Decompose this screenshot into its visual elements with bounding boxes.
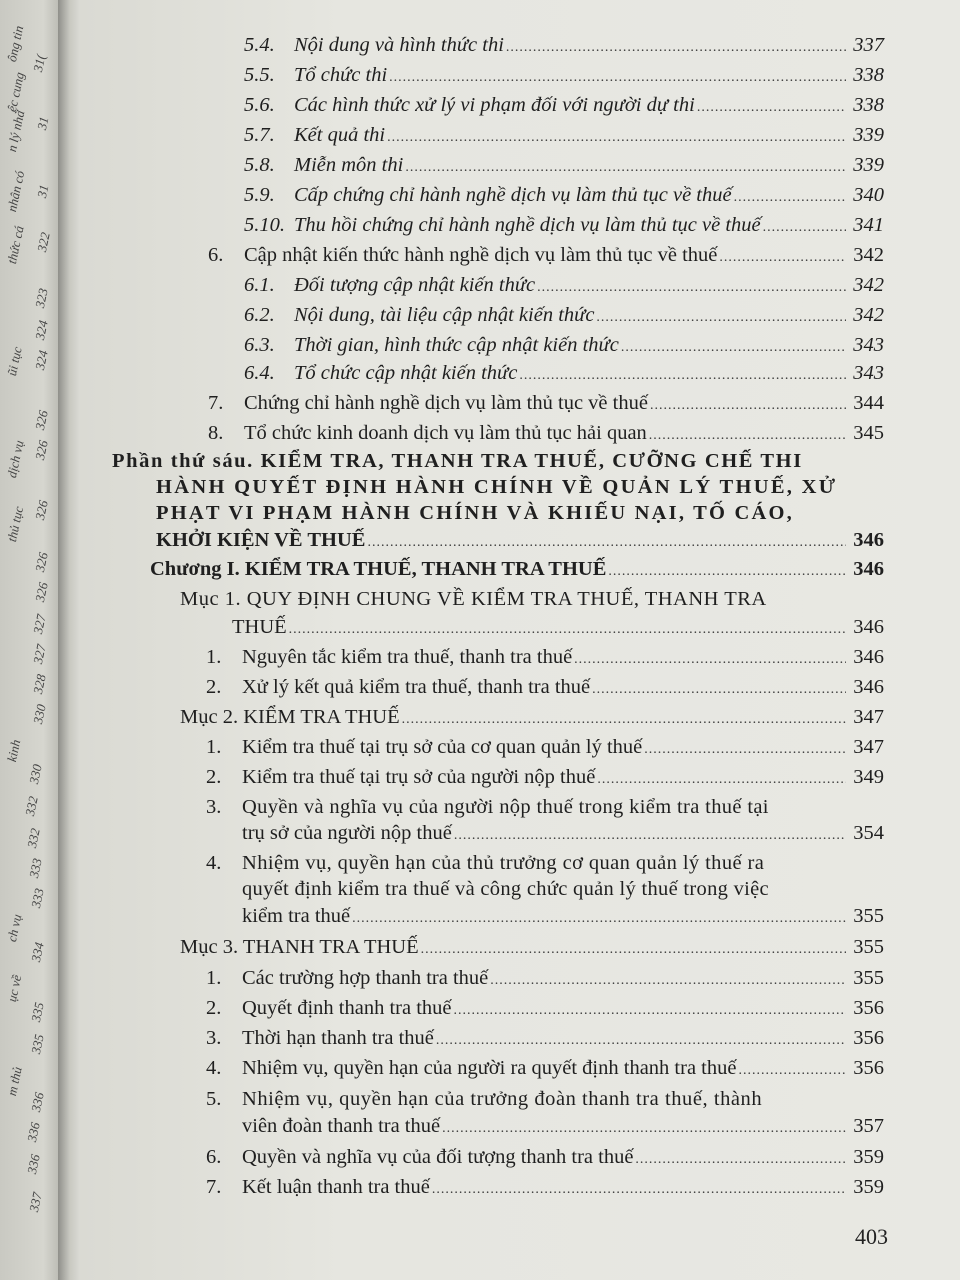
dot-leader [421, 937, 846, 963]
margin-fragment: nhân có [4, 169, 28, 214]
entry-title: kiểm tra thuế [242, 905, 351, 927]
dot-leader [574, 647, 846, 673]
toc-entry [208, 390, 884, 419]
entry-title: Chứng chỉ hành nghề dịch vụ làm thủ tục về thuế [244, 392, 648, 414]
entry-page-number: 338 [853, 64, 884, 86]
entry-page-number: 342 [853, 304, 884, 326]
dot-leader [650, 393, 846, 419]
entry-page-number: 345 [853, 422, 884, 444]
entry-page-number: 356 [853, 1027, 884, 1049]
dot-leader [644, 737, 846, 763]
toc-entry [242, 820, 884, 849]
entry-title: Mục 2. KIỂM TRA THUẾ [180, 706, 400, 728]
toc-entry [206, 1055, 884, 1084]
margin-fragment: ệc cung [4, 70, 28, 114]
dot-leader [389, 65, 846, 91]
dot-leader [432, 1177, 846, 1203]
section-heading-line: Mục 1. QUY ĐỊNH CHUNG VỀ KIỂM TRA THUẾ, THANH TRA [180, 588, 767, 610]
toc-entry [242, 903, 884, 932]
entry-title: THUẾ [232, 616, 287, 638]
dot-leader [436, 1028, 846, 1054]
entry-title: Cấp chứng chỉ hành nghề dịch vụ làm thủ tục về thuế [294, 184, 732, 206]
entry-page-number: 359 [853, 1176, 884, 1198]
entry-title: Chương I. KIỂM TRA THUẾ, THANH TRA THUẾ [150, 558, 607, 580]
dot-leader [763, 215, 846, 241]
dot-leader [367, 530, 846, 556]
entry-title-line: Nhiệm vụ, quyền hạn của thủ trưởng cơ quan quản lý thuế ra [242, 852, 765, 874]
toc-entry [242, 1113, 884, 1142]
entry-number: 5.7. [244, 124, 275, 146]
toc-entry [206, 1174, 884, 1203]
entry-title: Kiểm tra thuế tại trụ sở của người nộp thuế [242, 766, 596, 788]
entry-page-number: 344 [853, 392, 884, 414]
entry-title: Tổ chức thi [294, 64, 388, 86]
dot-leader [442, 1116, 846, 1142]
entry-page-number: 354 [853, 822, 884, 844]
dot-leader [738, 1058, 846, 1084]
entry-title: Thu hồi chứng chỉ hành nghề dịch vụ làm thủ tục về thuế [294, 214, 761, 236]
margin-fragment: ch vụ [4, 912, 25, 944]
toc-entry [180, 704, 884, 733]
entry-number: 4. [206, 1057, 222, 1079]
dot-leader [608, 559, 846, 585]
entry-page-number: 355 [853, 967, 884, 989]
entry-page-number: 346 [853, 676, 884, 698]
dot-leader [387, 125, 846, 151]
entry-number: 5.8. [244, 154, 275, 176]
margin-number: 31 [34, 115, 52, 132]
toc-entry [206, 995, 884, 1024]
entry-page-number: 342 [853, 244, 884, 266]
toc-entry [206, 1144, 884, 1173]
margin-number: 31( [30, 53, 49, 74]
entry-title: Kiểm tra thuế tại trụ sở của cơ quan quản lý thuế [242, 736, 643, 758]
toc-entry [180, 934, 884, 963]
margin-number: 333 [26, 856, 45, 880]
margin-number: 326 [32, 498, 51, 522]
margin-number: 333 [28, 886, 47, 910]
dot-leader [621, 335, 846, 361]
toc-entry [244, 152, 884, 181]
page-number: 403 [855, 1224, 888, 1249]
toc-entry [232, 614, 884, 643]
toc-entry [244, 182, 884, 211]
entry-number: 2. [206, 766, 222, 788]
margin-number: 336 [28, 1090, 47, 1114]
dot-leader [454, 823, 846, 849]
margin-number: 330 [26, 762, 45, 786]
toc-entry [244, 32, 884, 61]
entry-number: 2. [206, 997, 222, 1019]
margin-fragment: m thủ [4, 1065, 25, 1098]
margin-fragment: thủ tục [4, 505, 27, 544]
entry-page-number: 355 [853, 936, 884, 958]
toc-entry [244, 122, 884, 151]
entry-title: Nội dung và hình thức thi [294, 34, 504, 56]
dot-leader [454, 998, 846, 1024]
entry-title: Nguyên tắc kiểm tra thuế, thanh tra thuế [242, 646, 573, 668]
entry-page-number: 347 [853, 706, 884, 728]
dot-leader [490, 968, 846, 994]
entry-title: Kết luận thanh tra thuế [242, 1176, 430, 1198]
margin-number: 324 [32, 318, 51, 342]
entry-number: 2. [206, 676, 222, 698]
margin-number: 336 [24, 1152, 43, 1176]
entry-title-line: Nhiệm vụ, quyền hạn của trưởng đoàn thanh tra thuế, thành [242, 1088, 763, 1110]
entry-page-number: 346 [853, 616, 884, 638]
entry-title: Quyền và nghĩa vụ của đối tượng thanh tra thuế [242, 1146, 634, 1168]
toc-entry [244, 272, 884, 301]
entry-number: 6.2. [244, 304, 275, 326]
margin-fragment: dịch vụ [4, 438, 27, 480]
entry-title: Nội dung, tài liệu cập nhật kiến thức [294, 304, 595, 326]
margin-fragment: n lý nhà [4, 109, 28, 154]
margin-fragment: thức cá [4, 224, 27, 266]
margin-fragment: ũi tục [4, 345, 25, 378]
entry-number: 6. [206, 1146, 222, 1168]
margin-number: 335 [28, 1000, 47, 1024]
dot-leader [596, 305, 846, 331]
entry-title: Đối tượng cập nhật kiến thức [294, 274, 536, 296]
entry-number: 6.3. [244, 334, 275, 356]
margin-number: 326 [32, 438, 51, 462]
entry-page-number: 343 [853, 362, 884, 384]
dot-leader [537, 275, 846, 301]
dot-leader [719, 245, 846, 271]
entry-number: 4. [206, 852, 222, 874]
dot-leader [635, 1147, 846, 1173]
entry-number: 5.10. [244, 214, 285, 236]
margin-number: 327 [30, 642, 49, 666]
entry-page-number: 356 [853, 1057, 884, 1079]
entry-title: Quyết định thanh tra thuế [242, 997, 452, 1019]
dot-leader [649, 423, 846, 449]
entry-number: 3. [206, 1027, 222, 1049]
dot-leader [289, 617, 846, 643]
toc-entry [244, 360, 884, 389]
toc-entry [244, 62, 884, 91]
dot-leader [506, 35, 846, 61]
entry-number: 8. [208, 422, 224, 444]
toc-entry [206, 764, 884, 793]
entry-number: 5. [206, 1088, 222, 1110]
entry-number: 3. [206, 796, 222, 818]
table-of-contents [80, 0, 960, 1280]
margin-number: 324 [32, 348, 51, 372]
entry-page-number: 355 [853, 905, 884, 927]
entry-page-number: 346 [853, 529, 884, 551]
entry-title: Cập nhật kiến thức hành nghề dịch vụ làm thủ tục về thuế [244, 244, 718, 266]
margin-number: 31 [34, 183, 52, 200]
entry-number: 7. [206, 1176, 222, 1198]
entry-number: 6. [208, 244, 224, 266]
entry-number: 6.4. [244, 362, 275, 384]
dot-leader [519, 363, 846, 389]
entry-title: Nhiệm vụ, quyền hạn của người ra quyết định thanh tra thuế [242, 1057, 737, 1079]
book-page [80, 0, 960, 1280]
margin-number: 335 [28, 1032, 47, 1056]
entry-title: Mục 3. THANH TRA THUẾ [180, 936, 419, 958]
entry-page-number: 343 [853, 334, 884, 356]
part-heading-line: PHẠT VI PHẠM HÀNH CHÍNH VÀ KHIẾU NẠI, TỐ CÁO, [156, 502, 794, 524]
entry-title: Các trường hợp thanh tra thuế [242, 967, 489, 989]
toc-entry [156, 527, 884, 556]
entry-title: trụ sở của người nộp thuế [242, 822, 452, 844]
toc-entry [206, 965, 884, 994]
entry-page-number: 356 [853, 997, 884, 1019]
margin-number: 323 [32, 286, 51, 310]
margin-number: 326 [32, 550, 51, 574]
toc-entry [150, 556, 884, 585]
entry-title: Tổ chức kinh doanh dịch vụ làm thủ tục hải quan [244, 422, 647, 444]
margin-number: 326 [32, 580, 51, 604]
dot-leader [352, 906, 846, 932]
margin-number: 337 [26, 1190, 45, 1214]
entry-number: 1. [206, 967, 222, 989]
part-heading-line: Phần thứ sáu. KIỂM TRA, THANH TRA THUẾ, CƯỠNG CHẾ THI [112, 450, 803, 472]
dot-leader [734, 185, 846, 211]
margin-number: 334 [28, 940, 47, 964]
part-heading-line: HÀNH QUYẾT ĐỊNH HÀNH CHÍNH VỀ QUẢN LÝ THUẾ, XỬ [156, 476, 838, 498]
entry-page-number: 346 [853, 646, 884, 668]
margin-fragment: ục về [4, 973, 25, 1004]
entry-title-line: Quyền và nghĩa vụ của người nộp thuế trong kiểm tra thuế tại [242, 796, 769, 818]
dot-leader [592, 677, 846, 703]
entry-number: 1. [206, 646, 222, 668]
entry-number: 5.4. [244, 34, 275, 56]
adjacent-page-edge [0, 0, 62, 1280]
toc-entry [244, 302, 884, 331]
entry-page-number: 341 [853, 214, 884, 236]
toc-entry [206, 1025, 884, 1054]
entry-page-number: 337 [853, 34, 884, 56]
margin-fragment: kinh [4, 738, 24, 764]
margin-number: 330 [30, 702, 49, 726]
entry-number: 6.1. [244, 274, 275, 296]
entry-page-number: 338 [853, 94, 884, 116]
dot-leader [402, 707, 846, 733]
entry-title: Thời hạn thanh tra thuế [242, 1027, 434, 1049]
margin-number: 332 [24, 826, 43, 850]
toc-entry [208, 420, 884, 449]
entry-page-number: 339 [853, 124, 884, 146]
entry-page-number: 342 [853, 274, 884, 296]
margin-number: 326 [32, 408, 51, 432]
entry-page-number: 347 [853, 736, 884, 758]
entry-title: viên đoàn thanh tra thuế [242, 1115, 441, 1137]
entry-page-number: 359 [853, 1146, 884, 1168]
margin-number: 322 [34, 230, 53, 254]
entry-page-number: 349 [853, 766, 884, 788]
entry-title: Thời gian, hình thức cập nhật kiến thức [294, 334, 619, 356]
margin-number: 327 [30, 612, 49, 636]
entry-title: Kết quả thi [294, 124, 386, 146]
toc-entry [244, 332, 884, 361]
entry-title: Miễn môn thi [294, 154, 404, 176]
entry-title: Xử lý kết quả kiểm tra thuế, thanh tra thuế [242, 676, 591, 698]
entry-title: Tổ chức cập nhật kiến thức [294, 362, 518, 384]
dot-leader [405, 155, 846, 181]
margin-number: 332 [22, 794, 41, 818]
margin-fragment: ông tin [4, 24, 27, 64]
entry-page-number: 346 [853, 558, 884, 580]
entry-number: 5.9. [244, 184, 275, 206]
dot-leader [597, 767, 846, 793]
toc-entry [206, 734, 884, 763]
margin-number: 328 [30, 672, 49, 696]
toc-entry [206, 674, 884, 703]
entry-number: 1. [206, 736, 222, 758]
entry-title: KHỞI KIỆN VỀ THUẾ [156, 529, 366, 551]
entry-title-line: quyết định kiểm tra thuế và công chức quản lý thuế trong việc [242, 878, 769, 900]
entry-page-number: 339 [853, 154, 884, 176]
toc-entry [244, 212, 884, 241]
entry-number: 7. [208, 392, 224, 414]
entry-title: Các hình thức xử lý vi phạm đối với người dự thi [294, 94, 695, 116]
toc-entry [206, 644, 884, 673]
toc-entry [244, 92, 884, 121]
entry-page-number: 357 [853, 1115, 884, 1137]
entry-number: 5.5. [244, 64, 275, 86]
dot-leader [697, 95, 846, 121]
margin-number: 336 [24, 1120, 43, 1144]
entry-page-number: 340 [853, 184, 884, 206]
entry-number: 5.6. [244, 94, 275, 116]
toc-entry [208, 242, 884, 271]
